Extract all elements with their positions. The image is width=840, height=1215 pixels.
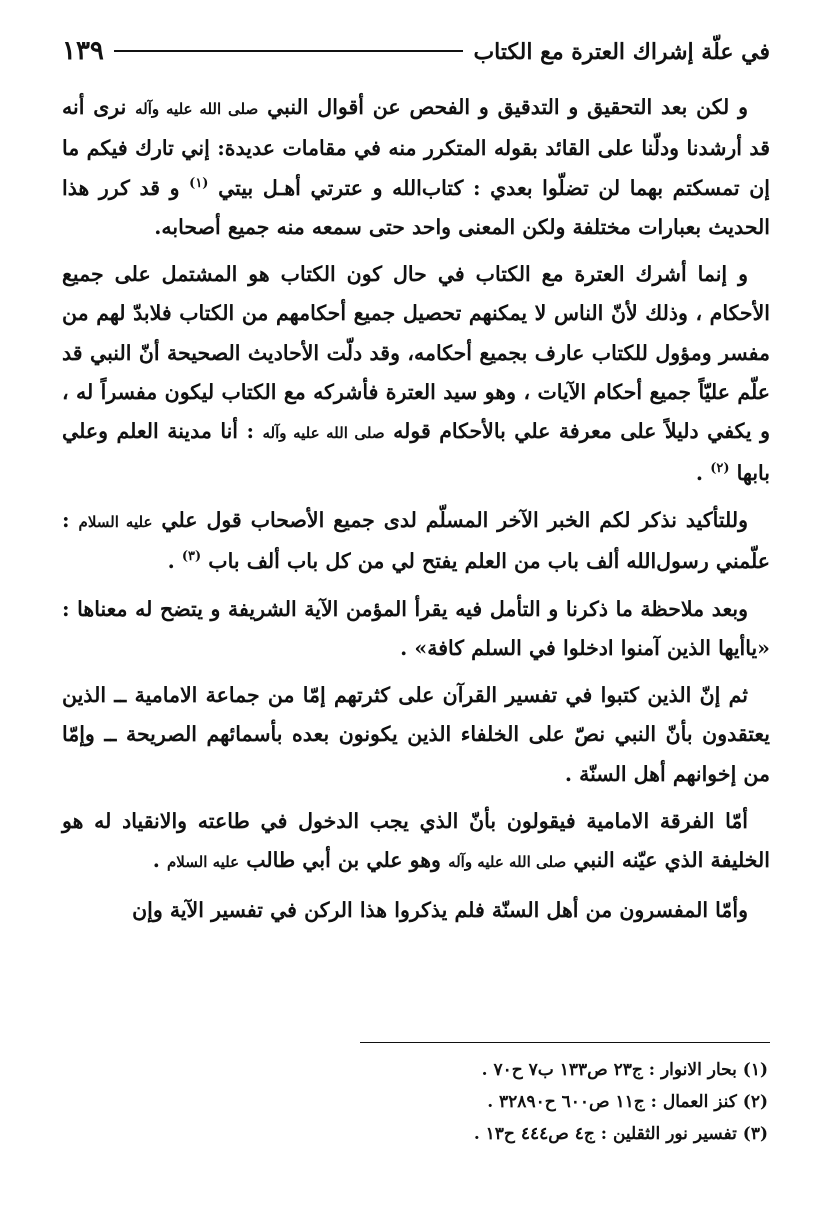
text-run: وبعد ملاحظة ما ذكرنا و التأمل فيه يقرأ المؤمن الآية الشريفة و يتضح له معناها : «ياأيها الذين آمنوا ادخلوا في السلم كافة» . — [62, 596, 770, 660]
text-run: وأمّا المفسرون من أهل السنّة فلم يذكروا هذا الركن في تفسير الآية وإن — [132, 897, 748, 922]
honorific-ligature: عليه السلام — [78, 512, 153, 531]
running-title: في علّة إشراك العترة مع الكتاب — [473, 39, 770, 65]
honorific-ligature: صلى الله عليه وآله — [135, 100, 259, 118]
running-header — [62, 36, 770, 82]
footnote-rule — [360, 1042, 770, 1043]
paragraph — [62, 676, 770, 794]
text-run: : أنا مدينة العلم وعلي بابها — [62, 419, 770, 485]
paragraph — [62, 255, 770, 493]
text-run: و إنما أشرك العترة مع الكتاب في حال كون الكتاب هو المشتمل على جميع الأحكام ، وذلك لأنّ الناس لا يمكنهم تحصيل جميع أحكامهم من الكتاب فلابدّ لهم من مفسر ومؤول للكتاب عارف بجميع أحكامه، وقد دلّت الأحاديث الصحيحة أنّ النبي قد علّم عليّاً جميع أحكام الآيات ، وهو سيد العترة فأشركه مع الكتاب ليكون مفسراً له ، و يكفي دليلاً على معرفة علي بالأحكام قوله — [62, 262, 771, 444]
text-run: وهو علي بن أبي طالب — [239, 848, 449, 873]
footnote-1: (١) بحار الانوار : ج٢٣ ص١٣٣ ب٧ ح٧٠ . — [481, 1060, 768, 1080]
footnote-marker: (١) — [189, 175, 209, 191]
footnote-2: (٢) كنز العمال : ج١١ ص٦٠٠ ح٣٢٨٩٠ . — [487, 1092, 768, 1112]
footnote-marker: (٢) — [710, 460, 730, 476]
paragraph — [62, 501, 770, 582]
text-run: و لكن بعد التحقيق و التدقيق و الفحص عن أقوال النبي — [258, 95, 749, 119]
text-run: . — [152, 848, 168, 873]
paragraph — [62, 590, 770, 669]
paragraph — [62, 802, 770, 883]
text-run: و قد كرر هذا الحديث بعبارات مختلفة ولكن المعنى واحد حتى سمعه منه جميع أصحابه. — [62, 175, 770, 239]
honorific-ligature: صلى الله عليه وآله — [262, 424, 385, 443]
text-run: : علّمني رسول‌الله ألف باب من العلم يفتح لي من كل باب ألف باب — [62, 507, 770, 574]
text-run: . — [695, 460, 711, 485]
text-run: وللتأكيد نذكر لكم الخبر الآخر المسلّم لدى جميع الأصحاب قول علي — [152, 507, 748, 532]
footnotes — [62, 1054, 768, 1150]
text-run: . — [167, 549, 182, 574]
text-run: ثم إنّ الذين كتبوا في تفسير القرآن على كثرتهم إمّا من جماعة الامامية ــ الذين يعتقدون بأنّ النبي نصّ على الخلفاء الذين يكونون بعده بأسمائهم الصريحة ــ وإمّا من إخوانهم أهل السنّة . — [62, 683, 770, 786]
paragraph — [62, 891, 770, 930]
footnote-marker: (٣) — [181, 549, 202, 565]
page-number: ١٣٩ — [62, 36, 104, 66]
honorific-ligature: صلى الله عليه وآله — [448, 853, 567, 872]
text-run: أمّا الفرقة الامامية فيقولون بأنّ الذي يجب الدخول في طاعته والانقياد له هو الخليفة الذي عيّنه النبي — [62, 809, 770, 873]
paragraph — [62, 88, 770, 247]
body-text — [62, 88, 770, 930]
text-run: نرى أنه قد أرشدنا ودلّنا على القائد بقوله المتكرر منه في مقامات عديدة: إني تارك فيكم ما إن تمسكتم بهما لن تضلّوا بعدي : كتاب‌الله و عترتي أهـل بيتي — [62, 95, 770, 200]
honorific-ligature: عليه السلام — [167, 853, 240, 872]
footnote-3: (٣) تفسير نور الثقلين : ج٤ ص٤٤٤ ح١٣ . — [473, 1124, 768, 1144]
header-rule — [114, 50, 464, 52]
